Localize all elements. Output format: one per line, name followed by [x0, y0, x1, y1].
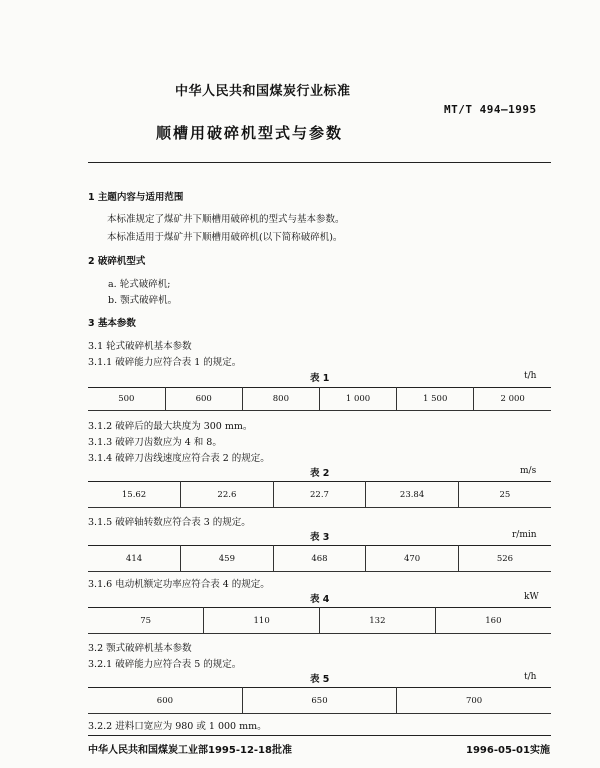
- table-cell: 600: [165, 388, 242, 411]
- clause-3-2: 3.2 颚式破碎机基本参数: [88, 643, 192, 654]
- clause-3-1-5: 3.1.5 破碎轴转数应符合表 3 的规定。: [88, 517, 251, 528]
- table-cell: 500: [88, 388, 165, 411]
- table-5-unit: t/h: [524, 672, 537, 682]
- footer-divider: [88, 735, 551, 736]
- table-cell: 23.84: [366, 482, 459, 508]
- table-cell: 160: [435, 608, 551, 634]
- table-cell: 468: [273, 546, 366, 572]
- clause-3-1-6: 3.1.6 电动机额定功率应符合表 4 的规定。: [88, 579, 270, 590]
- table-cell: 15.62: [88, 482, 181, 508]
- table-cell: 22.7: [273, 482, 366, 508]
- table-cell: 22.6: [181, 482, 274, 508]
- table-3-unit: r/min: [512, 530, 537, 540]
- table-cell: 110: [204, 608, 320, 634]
- table-cell: 1 500: [397, 388, 474, 411]
- table-5-caption: 表 5: [310, 674, 330, 685]
- table-cell: 414: [88, 546, 181, 572]
- section-3-heading: 3 基本参数: [88, 318, 136, 329]
- standard-code: MT/T 494—1995: [444, 103, 537, 116]
- clause-3-1-3: 3.1.3 破碎刀齿数应为 4 和 8。: [88, 437, 222, 448]
- table-3-caption: 表 3: [310, 532, 330, 543]
- clause-3-1-1: 3.1.1 破碎能力应符合表 1 的规定。: [88, 357, 242, 368]
- table-cell: 700: [397, 688, 551, 714]
- section-1-paragraph-2: 本标准适用于煤矿井下顺槽用破碎机(以下简称破碎机)。: [107, 232, 343, 243]
- table-2-caption: 表 2: [310, 468, 330, 479]
- table-cell: 650: [242, 688, 396, 714]
- table-1-caption: 表 1: [310, 373, 330, 384]
- table-cell: 75: [88, 608, 204, 634]
- table-1-unit: t/h: [524, 371, 537, 381]
- section-1-paragraph-1: 本标准规定了煤矿井下顺槽用破碎机的型式与基本参数。: [107, 214, 345, 225]
- table-cell: 459: [181, 546, 274, 572]
- header-divider: [88, 162, 551, 163]
- table-cell: 526: [458, 546, 551, 572]
- table-cell: 800: [242, 388, 319, 411]
- section-1-heading: 1 主题内容与适用范围: [88, 192, 184, 203]
- table-cell: 600: [88, 688, 242, 714]
- clause-3-1: 3.1 轮式破碎机基本参数: [88, 341, 192, 352]
- document-title: 顺槽用破碎机型式与参数: [156, 124, 344, 142]
- table-cell: 2 000: [474, 388, 551, 411]
- table-4: [88, 607, 551, 634]
- clause-3-1-4: 3.1.4 破碎刀齿线速度应符合表 2 的规定。: [88, 453, 270, 464]
- issuing-body: 中华人民共和国煤炭行业标准: [175, 84, 351, 99]
- table-2: [88, 481, 551, 508]
- table-cell: 1 000: [319, 388, 396, 411]
- table-cell: 470: [366, 546, 459, 572]
- table-4-caption: 表 4: [310, 594, 330, 605]
- clause-3-1-2: 3.1.2 破碎后的最大块度为 300 mm。: [88, 421, 253, 432]
- effective-date: 1996-05-01实施: [466, 745, 550, 756]
- table-3: [88, 545, 551, 572]
- clause-3-2-2: 3.2.2 进料口宽应为 980 或 1 000 mm。: [88, 721, 267, 732]
- table-cell: 25: [458, 482, 551, 508]
- table-4-unit: kW: [524, 592, 539, 602]
- approval-line: 中华人民共和国煤炭工业部1995-12-18批准: [88, 745, 292, 756]
- table-1: [88, 387, 551, 411]
- type-item-b: b. 颚式破碎机。: [108, 295, 178, 306]
- clause-3-2-1: 3.2.1 破碎能力应符合表 5 的规定。: [88, 659, 242, 670]
- section-2-heading: 2 破碎机型式: [88, 256, 146, 267]
- table-cell: 132: [320, 608, 436, 634]
- type-item-a: a. 轮式破碎机;: [108, 279, 171, 290]
- table-2-unit: m/s: [520, 466, 537, 476]
- table-5: [88, 687, 551, 714]
